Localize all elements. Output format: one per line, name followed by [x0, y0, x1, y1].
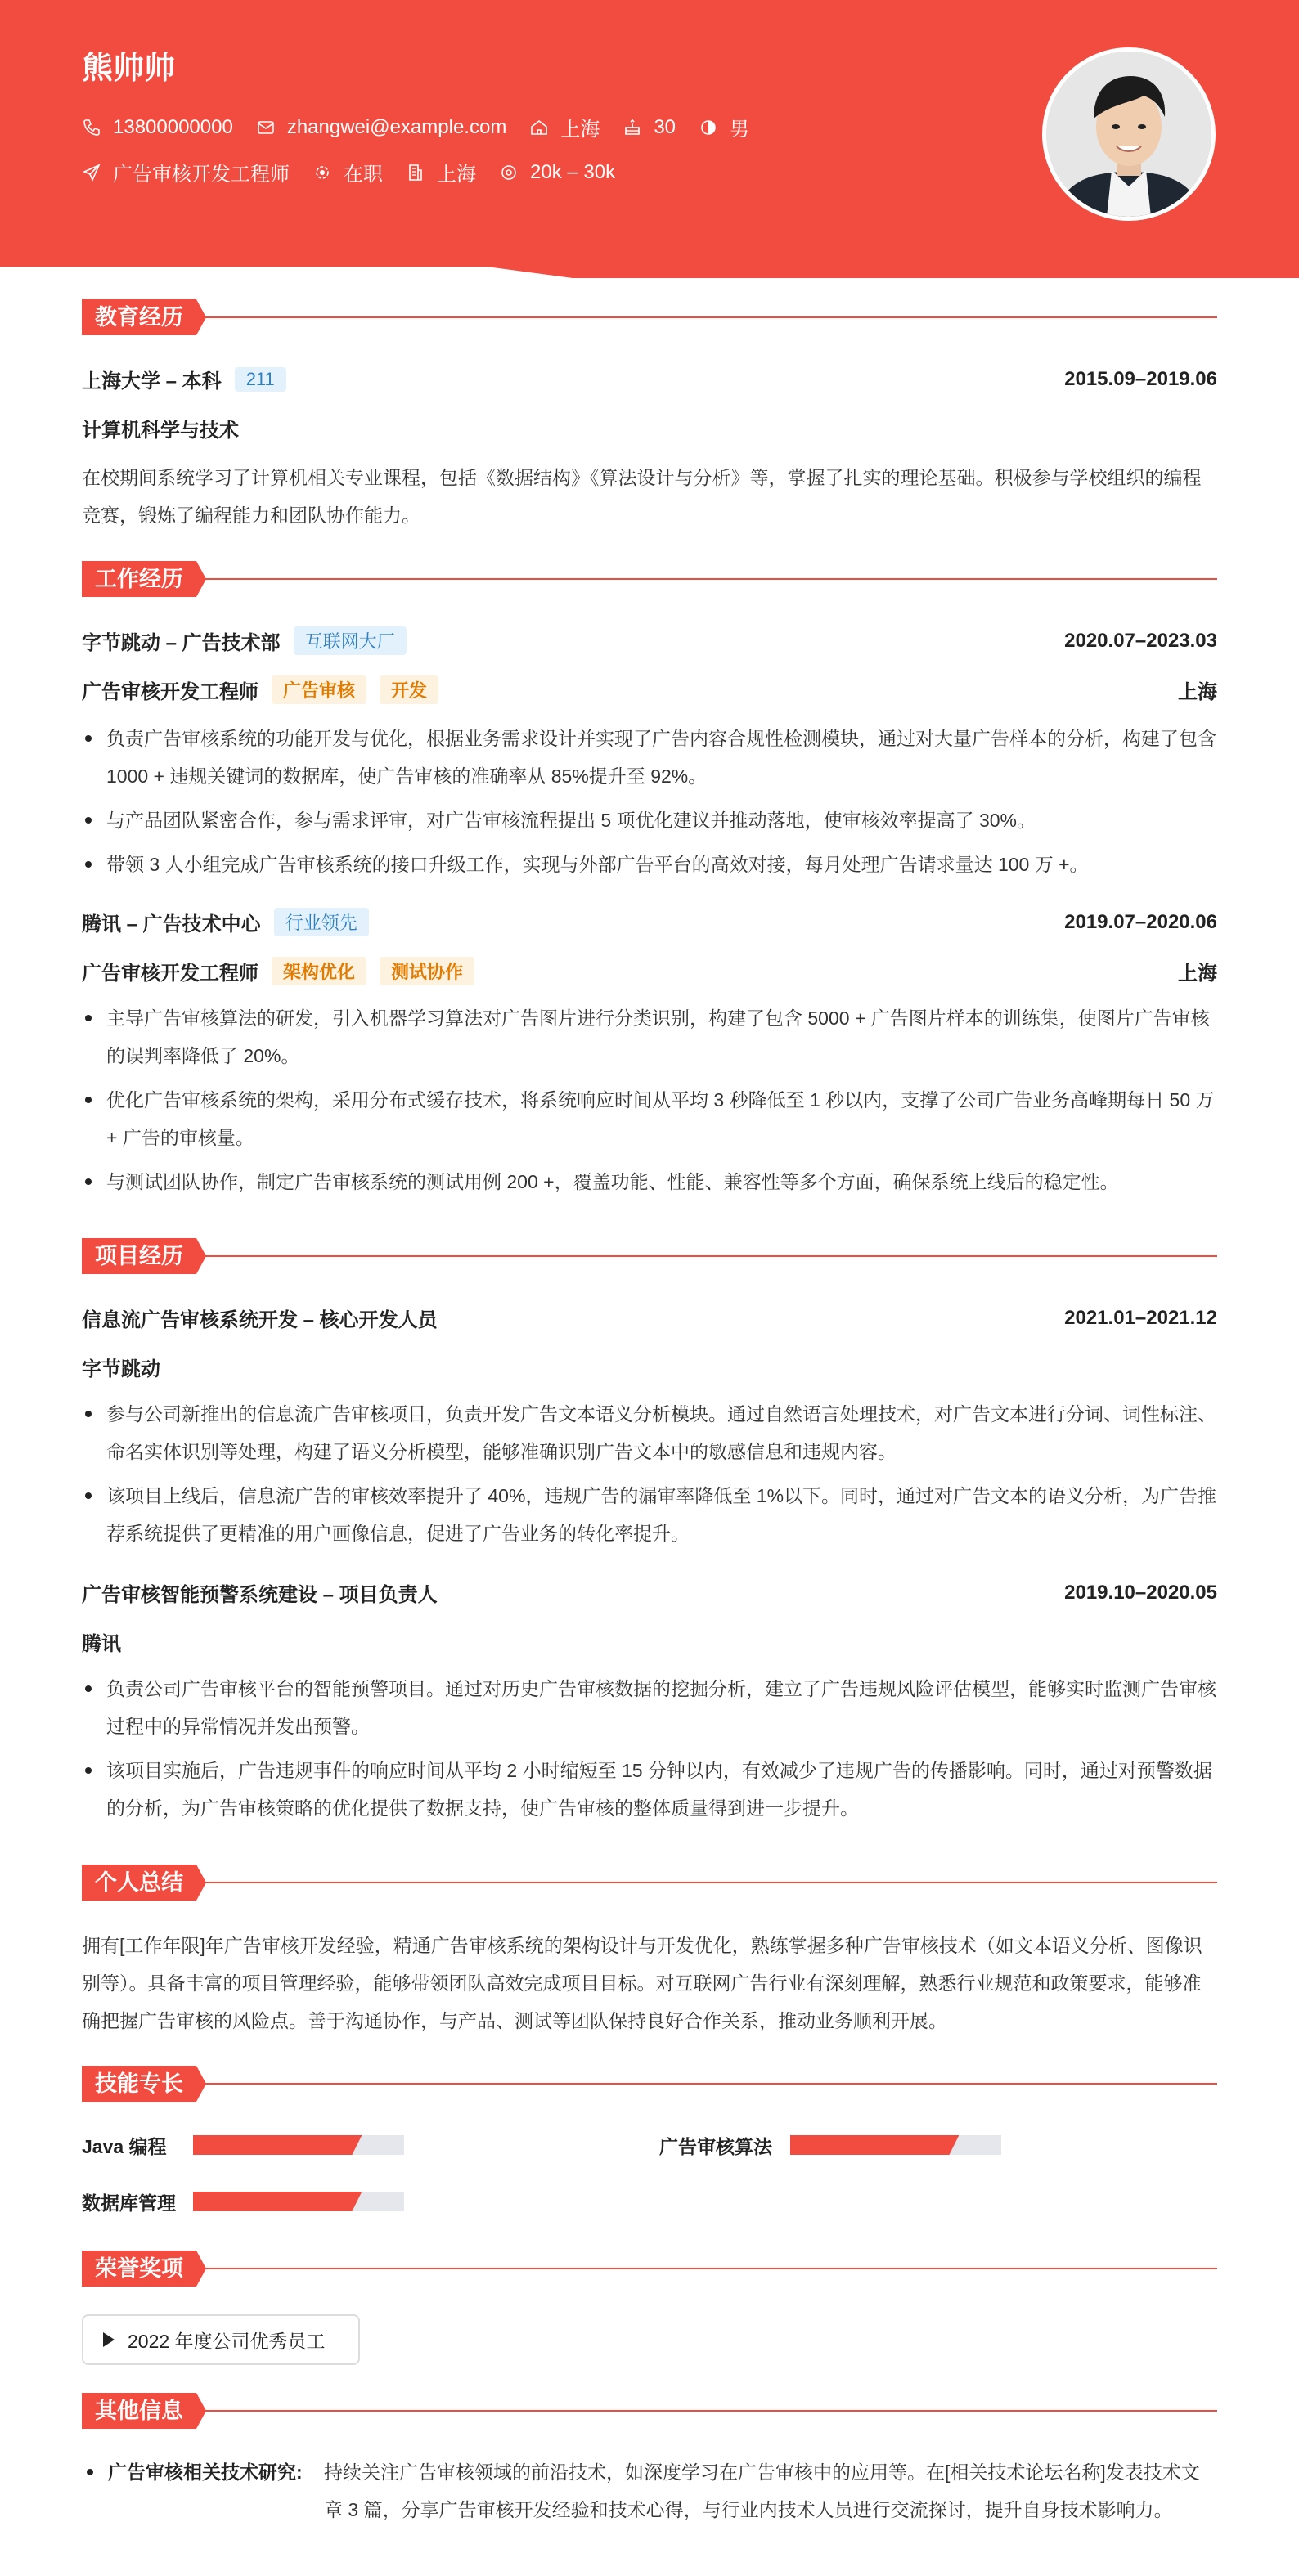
role-tag: 架构优化	[272, 957, 366, 985]
other-info-item	[82, 2453, 1217, 2529]
major-name: 计算机科学与技术	[82, 420, 239, 442]
candidate-name: 熊帅帅	[82, 52, 176, 86]
position-text: 广告审核开发工程师	[113, 164, 290, 186]
education-period: 2015.09–2019.06	[1064, 367, 1217, 390]
section-skills	[82, 2066, 1217, 2102]
section-honors	[82, 2251, 1217, 2287]
section-title: 荣誉奖项	[82, 2251, 196, 2287]
skill-bar	[193, 2135, 404, 2155]
work-city-item	[406, 158, 476, 186]
award-text: 2022 年度公司优秀员工	[128, 2330, 326, 2352]
role-tag: 开发	[380, 675, 438, 704]
section-title: 教育经历	[82, 299, 196, 335]
work-period: 2019.07–2020.06	[1064, 910, 1217, 933]
coin-icon	[499, 163, 519, 182]
skill-bar	[790, 2135, 1001, 2155]
role-tag: 测试协作	[380, 957, 474, 985]
project-name: 信息流广告审核系统开发 – 核心开发人员	[82, 1309, 438, 1331]
work-1-bullets	[82, 720, 1217, 890]
skill-name: 数据库管理	[82, 2192, 176, 2214]
section-title: 个人总结	[82, 1865, 196, 1901]
age-item	[623, 116, 676, 139]
avatar	[1042, 47, 1216, 221]
company-name: 字节跳动 – 广告技术部	[82, 632, 281, 654]
list-item: 该项目实施后，广告违规事件的响应时间从平均 2 小时缩短至 15 分钟以内，有效减少了违规广告的传播影响。同时，通过对预警数据的分析，为广告审核策略的优化提供了数据支持，使广告审核的整体质量得到进一步提升。	[82, 1752, 1217, 1827]
skill-bar	[193, 2192, 404, 2211]
home-icon	[529, 118, 549, 137]
age-text: 30	[654, 115, 676, 138]
bullet-dot	[87, 2469, 93, 2475]
project-name: 广告审核智能预警系统建设 – 项目负责人	[82, 1584, 438, 1606]
project-period: 2021.01–2021.12	[1064, 1306, 1217, 1329]
salary-text: 20k – 30k	[530, 160, 616, 183]
gender-text: 男	[730, 119, 750, 141]
work-1-header	[82, 626, 1217, 655]
project-2-org	[82, 1627, 1217, 1656]
school-tag: 211	[235, 367, 286, 392]
company-name: 腾讯 – 广告技术中心	[82, 913, 261, 936]
list-item: 优化广告审核系统的架构，采用分布式缓存技术，将系统响应时间从平均 3 秒降低至 1 秒以内，支撑了公司广告业务高峰期每日 50 万 + 广告的审核量。	[82, 1081, 1217, 1156]
other-info-value: 持续关注广告审核领域的前沿技术，如深度学习在广告审核中的应用等。在[相关技术论坛名称]发表技术文章 3 篇，分享广告审核开发经验和技术心得，与行业内技术人员进行交流探讨，提升自身技术影响力。	[324, 2462, 1200, 2520]
status-item	[312, 158, 383, 186]
section-divider	[188, 2268, 1217, 2269]
section-divider	[188, 316, 1217, 318]
cake-icon	[623, 118, 642, 137]
company-tag: 行业领先	[274, 908, 369, 936]
section-work	[82, 561, 1217, 597]
education-major-row	[82, 414, 1217, 442]
skill-item	[82, 2133, 654, 2157]
list-item: 参与公司新推出的信息流广告审核项目，负责开发广告文本语义分析模块。通过自然语言处理技术，对广告文本进行分词、词性标注、命名实体识别等处理，构建了语义分析模型，能够准确识别广告文本中的敏感信息和违规内容。	[82, 1395, 1217, 1470]
project-period: 2019.10–2020.05	[1064, 1581, 1217, 1604]
project-org: 腾讯	[82, 1633, 121, 1655]
other-info-key: 广告审核相关技术研究:	[108, 2462, 303, 2483]
work-1-role	[82, 675, 1217, 704]
section-education	[82, 299, 1217, 335]
skill-bar-fill	[193, 2135, 362, 2155]
phone-item	[82, 116, 233, 139]
school-name: 上海大学 – 本科	[82, 370, 222, 393]
salary-item	[499, 161, 615, 184]
section-title: 项目经历	[82, 1238, 196, 1274]
section-divider	[188, 2410, 1217, 2412]
education-header	[82, 365, 1217, 393]
status-text: 在职	[344, 164, 383, 186]
list-item: 主导广告审核算法的研发，引入机器学习算法对广告图片进行分类识别，构建了包含 5000 + 广告图片样本的训练集，使图片广告审核的误判率降低了 20%。	[82, 999, 1217, 1075]
gender-item	[699, 113, 749, 141]
email-item	[256, 116, 507, 139]
skill-bar-fill	[790, 2135, 959, 2155]
section-divider	[188, 2083, 1217, 2085]
location-item	[529, 113, 600, 141]
send-icon	[82, 163, 101, 182]
position-item	[82, 158, 290, 186]
phone-text: 13800000000	[113, 115, 233, 138]
list-item: 带领 3 人小组完成广告审核系统的接口升级工作，实现与外部广告平台的高效对接，每月处理广告请求量达 100 万 +。	[82, 846, 1217, 883]
project-1-header	[82, 1304, 1217, 1332]
section-title: 技能专长	[82, 2066, 196, 2102]
section-title: 工作经历	[82, 561, 196, 597]
job-title: 广告审核开发工程师	[82, 963, 258, 985]
project-org: 字节跳动	[82, 1358, 160, 1380]
section-summary	[82, 1865, 1217, 1901]
skill-item	[82, 2189, 654, 2214]
building-icon	[406, 163, 425, 182]
skill-bar-fill	[193, 2192, 362, 2211]
work-city: 上海	[1178, 963, 1217, 985]
section-divider	[188, 578, 1217, 580]
skill-name: 广告审核算法	[659, 2135, 772, 2157]
email-text: zhangwei@example.com	[286, 115, 507, 138]
skill-name: Java 编程	[82, 2135, 167, 2157]
work-period: 2020.07–2023.03	[1064, 629, 1217, 652]
award-chip[interactable]	[82, 2314, 360, 2365]
list-item: 该项目上线后，信息流广告的审核效率提升了 40%，违规广告的漏审率降低至 1%以下。同时，通过对广告文本的语义分析，为广告推荐系统提供了更精准的用户画像信息，促进了广告业务的转化率提升。	[82, 1477, 1217, 1552]
education-description: 在校期间系统学习了计算机相关专业课程，包括《数据结构》《算法设计与分析》等，掌握了扎实的理论基础。积极参与学校组织的编程竞赛，锻炼了编程能力和团队协作能力。	[82, 467, 1202, 526]
project-1-bullets	[82, 1395, 1217, 1559]
project-2-header	[82, 1578, 1217, 1607]
project-1-org	[82, 1353, 1217, 1381]
avatar-portrait	[1046, 52, 1211, 217]
role-tag: 广告审核	[272, 675, 366, 704]
job-title: 广告审核开发工程师	[82, 681, 258, 703]
company-tag: 互联网大厂	[294, 626, 407, 655]
project-2-bullets	[82, 1670, 1217, 1833]
work-2-role	[82, 957, 1217, 985]
resume-header	[0, 0, 1299, 303]
gender-icon	[699, 118, 718, 137]
work-city: 上海	[1178, 681, 1217, 703]
list-item: 负责公司广告审核平台的智能预警项目。通过对历史广告审核数据的挖掘分析，建立了广告违规风险评估模型，能够实时监测广告审核过程中的异常情况并发出预警。	[82, 1670, 1217, 1745]
job-intent-row	[82, 158, 638, 186]
section-divider	[188, 1255, 1217, 1257]
work-city-text: 上海	[437, 164, 476, 186]
skill-item	[659, 2133, 1232, 2157]
section-divider	[188, 1882, 1217, 1883]
list-item: 与产品团队紧密合作，参与需求评审，对广告审核流程提出 5 项优化建议并推动落地，使审核效率提高了 30%。	[82, 801, 1217, 839]
mail-icon	[256, 118, 276, 137]
section-title: 其他信息	[82, 2393, 196, 2429]
phone-icon	[82, 118, 101, 137]
list-item: 与测试团队协作，制定广告审核系统的测试用例 200 +，覆盖功能、性能、兼容性等多个方面，确保系统上线后的稳定性。	[82, 1163, 1217, 1200]
summary-text: 拥有[工作年限]年广告审核开发经验，精通广告审核系统的架构设计与开发优化，熟练掌握多种广告审核技术（如文本语义分析、图像识别等）。具备丰富的项目管理经验，能够带领团队高效完成项目目标。对互联网广告行业有深刻理解，熟悉行业规范和政策要求，能够准确把握广告审核的风险点。善于沟通协作，与产品、测试等团队保持良好合作关系，推动业务顺利开展。	[82, 1935, 1202, 2031]
location-text: 上海	[560, 119, 600, 141]
play-icon	[103, 2332, 115, 2347]
section-projects	[82, 1238, 1217, 1274]
work-2-header	[82, 908, 1217, 936]
work-2-bullets	[82, 999, 1217, 1207]
list-item: 负责广告审核系统的功能开发与优化，根据业务需求设计并实现了广告内容合规性检测模块，通过对大量广告样本的分析，构建了包含 1000 + 违规关键词的数据库，使广告审核的准确率从 85%提升至 92%。	[82, 720, 1217, 795]
contact-row	[82, 113, 772, 141]
status-icon	[312, 163, 332, 182]
section-other	[82, 2393, 1217, 2429]
